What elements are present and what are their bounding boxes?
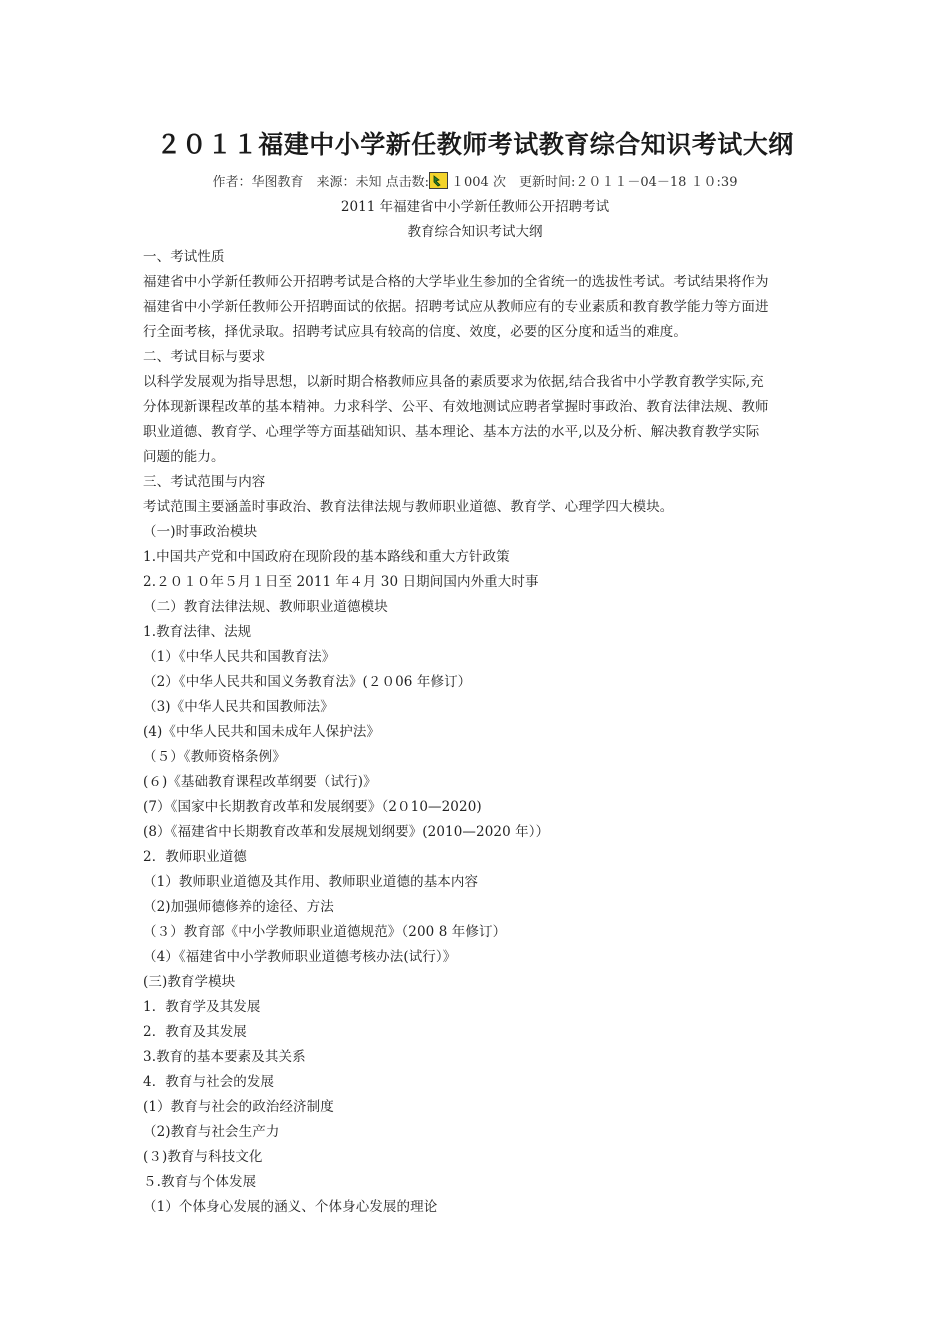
body-line: （1）个体身心发展的涵义、个体身心发展的理论 [143, 1199, 438, 1215]
body-line: (３)教育与科技文化 [143, 1149, 263, 1165]
document-title: ２０１１福建中小学新任教师考试教育综合知识考试大纲 [156, 130, 794, 159]
body-line: (7）《国家中长期教育改革和发展纲要》（2０10—2020) [143, 799, 482, 815]
body-line: 2．教师职业道德 [143, 849, 247, 865]
body-line: 2.２０１０年５月１日至 2011 年４月 30 日期间国内外重大时事 [143, 574, 539, 590]
body-line: 3.教育的基本要素及其关系 [143, 1049, 306, 1065]
body-line: 一、考试性质 [143, 249, 225, 265]
meta-clicks-updated: １004 次 更新时间:２０１１－04－18 １０:39 [451, 175, 738, 190]
body-line: 福建省中小学新任教师公开招聘面试的依据。招聘考试应从教师应有的专业素质和教育教学能力等方面进 [143, 299, 769, 315]
body-line: 福建省中小学新任教师公开招聘考试是合格的大学毕业生参加的全省统一的选拔性考试。考试结果将作为 [143, 274, 769, 290]
body-line: 三、考试范围与内容 [143, 474, 266, 490]
document-body [143, 245, 807, 1220]
body-line: (8）《福建省中长期教育改革和发展规划纲要》(2010—2020 年）） [143, 824, 550, 840]
body-line: (1）教育与社会的政治经济制度 [143, 1099, 334, 1115]
subtitle-outline: 教育综合知识考试大纲 [407, 224, 543, 240]
body-line: 1.中国共产党和中国政府在现阶段的基本路线和重大方针政策 [143, 549, 510, 565]
article-meta [143, 172, 807, 193]
body-line: （2)加强师德修养的途径、方法 [143, 899, 334, 915]
body-line: 行全面考核，择优录取。招聘考试应具有较高的信度、效度，必要的区分度和适当的难度。 [143, 324, 687, 340]
body-line: （５）《教师资格条例》 [143, 749, 286, 765]
body-line: （2)教育与社会生产力 [143, 1124, 280, 1140]
body-line: 考试范围主要涵盖时事政治、教育法律法规与教师职业道德、教育学、心理学四大模块。 [143, 499, 674, 515]
body-line: （1）《中华人民共和国教育法》 [143, 649, 336, 665]
body-line: (4)《中华人民共和国未成年人保护法》 [143, 724, 381, 740]
body-line: 问题的能力。 [143, 449, 225, 465]
body-line: 1．教育学及其发展 [143, 999, 261, 1015]
body-line: 1.教育法律、法规 [143, 624, 252, 640]
body-line: ５.教育与个体发展 [143, 1174, 257, 1190]
body-line: 4．教育与社会的发展 [143, 1074, 275, 1090]
body-line: （３）教育部《中小学教师职业道德规范》（200 8 年修订） [143, 924, 507, 940]
body-line: （1）教师职业道德及其作用、教师职业道德的基本内容 [143, 874, 479, 890]
body-line: （2）《中华人民共和国义务教育法》(２０06 年修订） [143, 674, 472, 690]
meta-author-source: 作者：华图教育 来源：未知 点击数: [212, 175, 430, 190]
body-line: （二）教育法律法规、教师职业道德模块 [143, 599, 388, 615]
body-line: 职业道德、教育学、心理学等方面基础知识、基本理论、基本方法的水平,以及分析、解决教育教学实际 [143, 424, 760, 440]
document-page [143, 128, 807, 1220]
body-line: (三)教育学模块 [143, 974, 236, 990]
body-line: (６)《基础教育课程改革纲要（试行)》 [143, 774, 377, 790]
subtitle-exam: 2011 年福建省中小学新任教师公开招聘考试 [340, 199, 610, 215]
body-line: （一)时事政治模块 [143, 524, 258, 540]
click-counter-icon [429, 172, 448, 189]
body-line: 2．教育及其发展 [143, 1024, 247, 1040]
body-line: （3)《中华人民共和国教师法》 [143, 699, 334, 715]
body-line: 以科学发展观为指导思想，以新时期合格教师应具备的素质要求为依据,结合我省中小学教育教学实际,充 [143, 374, 764, 390]
body-line: 二、考试目标与要求 [143, 349, 266, 365]
body-line: 分体现新课程改革的基本精神。力求科学、公平、有效地测试应聘者掌握时事政治、教育法律法规、教师 [143, 399, 769, 415]
body-line: （4）《福建省中小学教师职业道德考核办法(试行）》 [143, 949, 457, 965]
